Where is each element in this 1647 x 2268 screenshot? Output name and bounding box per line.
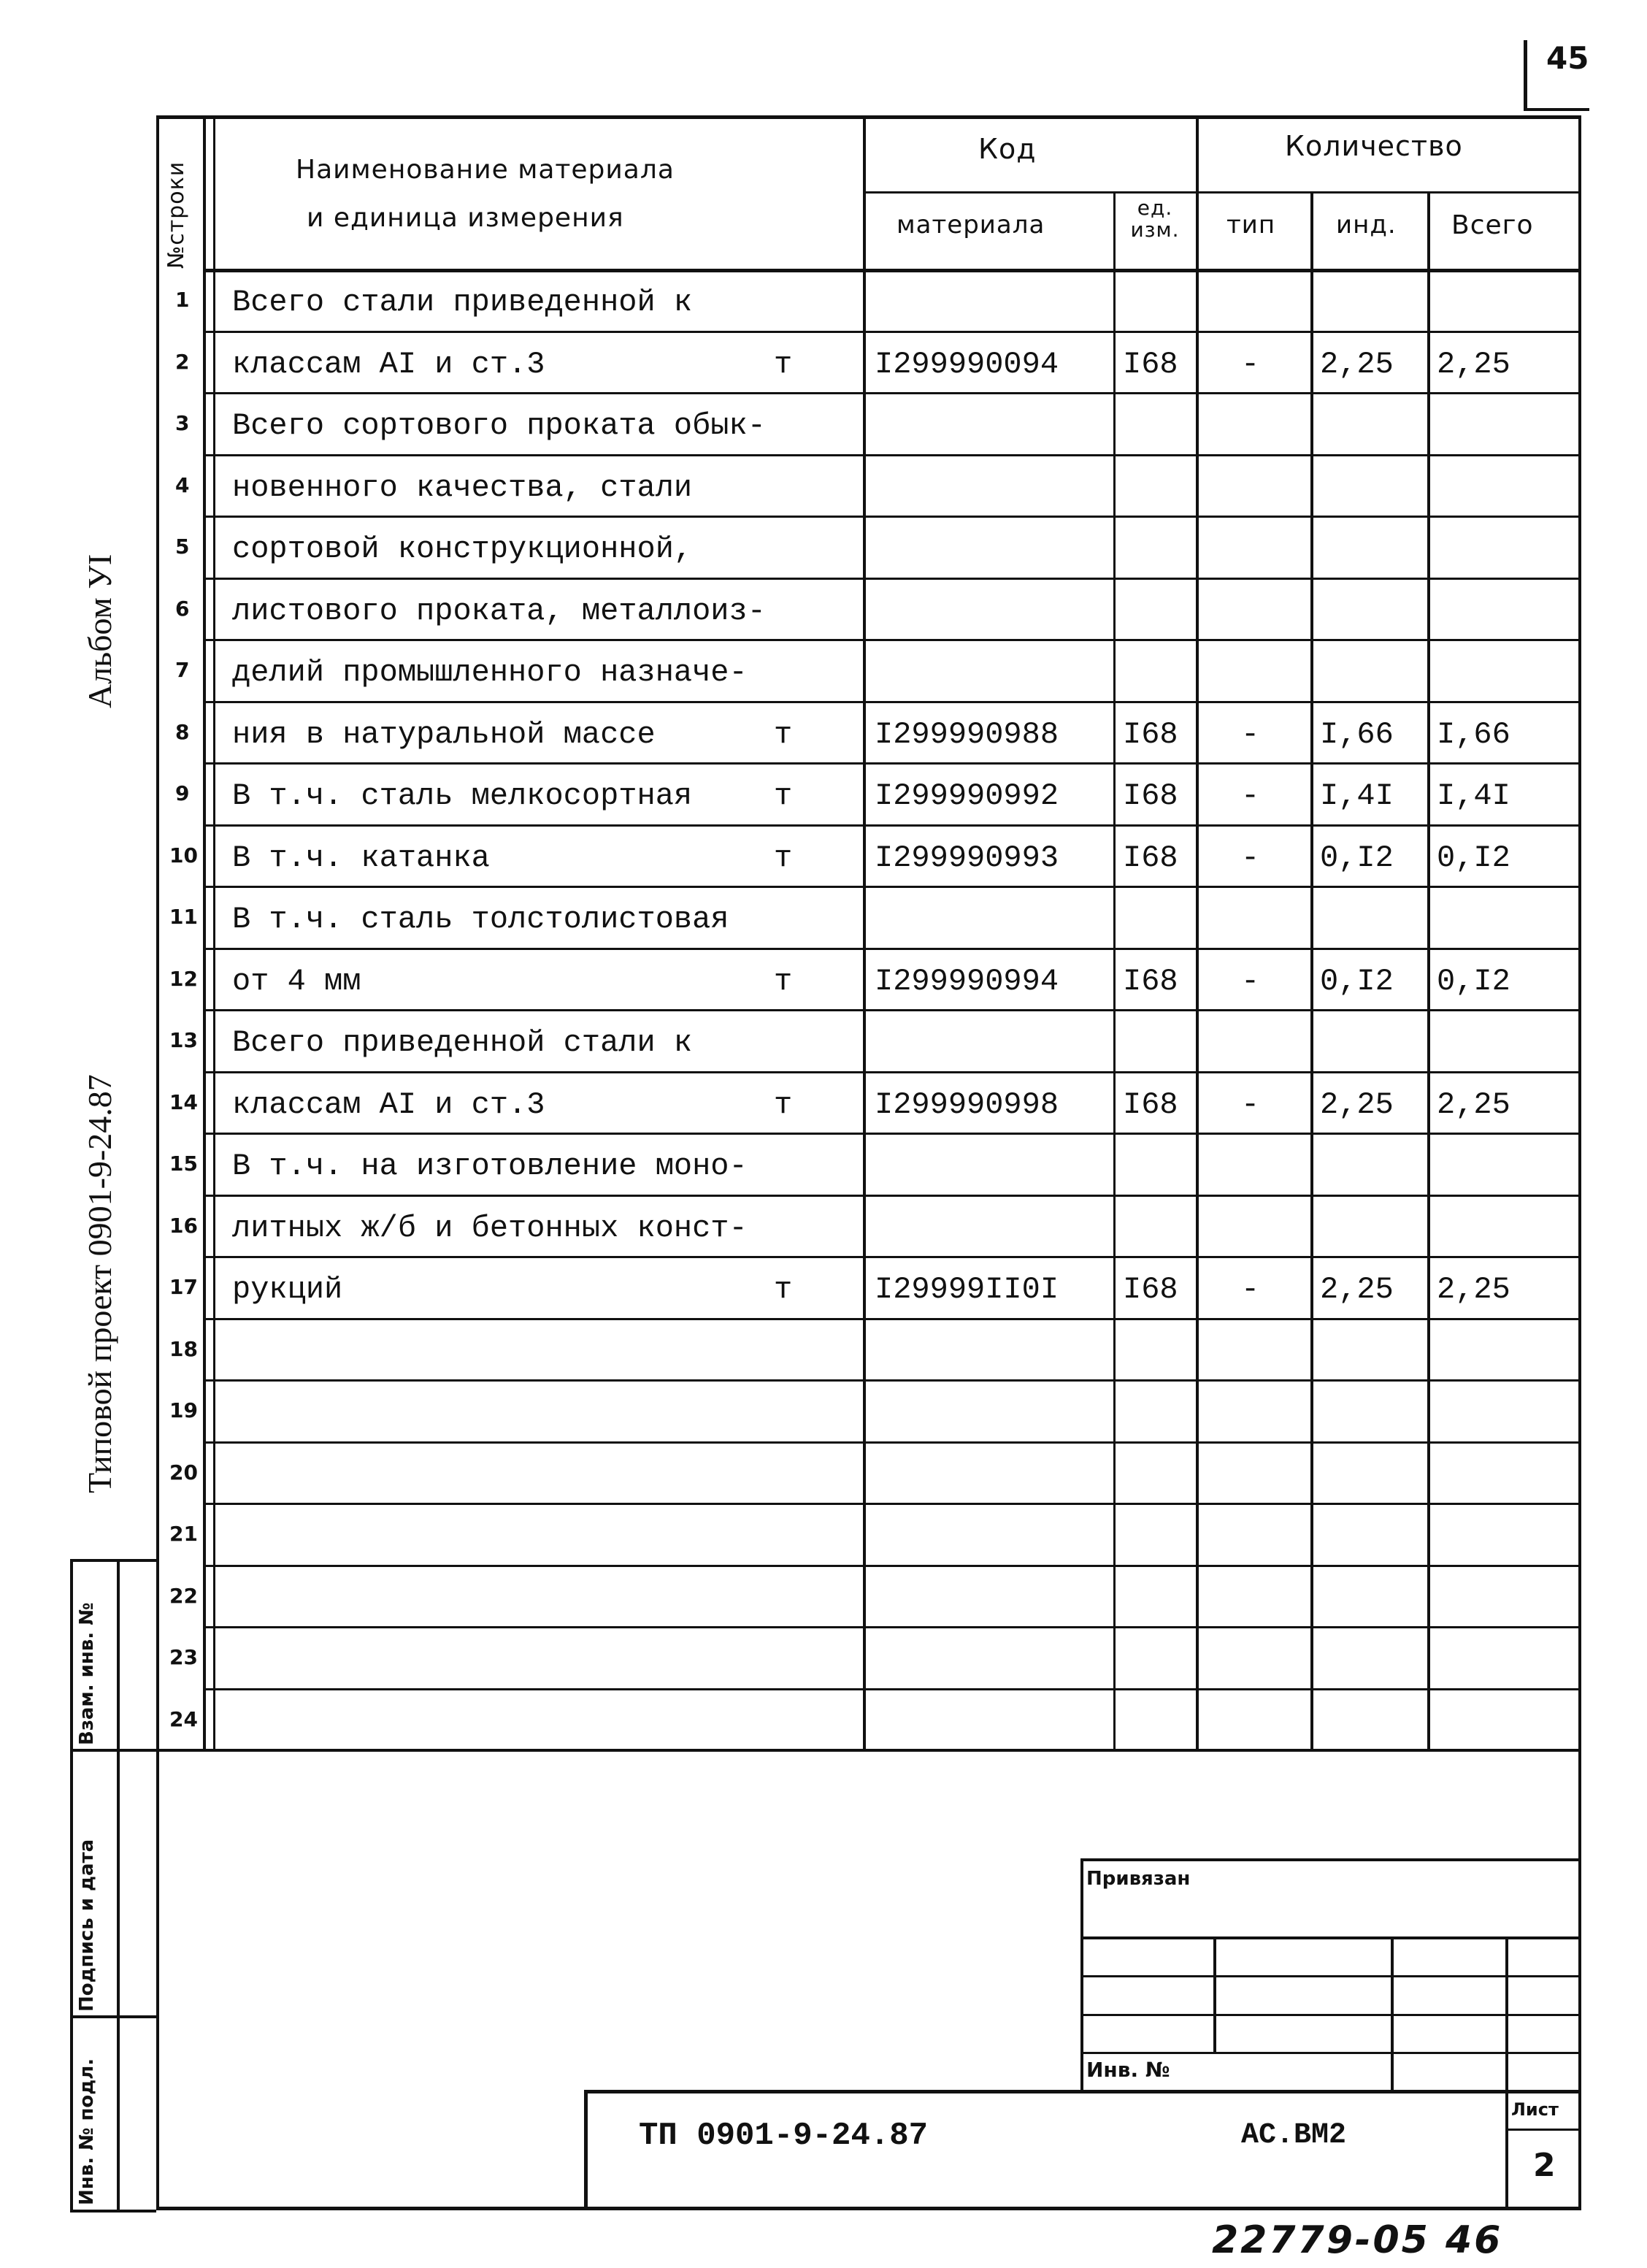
qty-total: I,4I: [1437, 778, 1510, 813]
row-number: 18: [169, 1336, 198, 1361]
material-code: I29999II0I: [875, 1272, 1059, 1307]
unit-code: I68: [1123, 963, 1178, 999]
row-number: 13: [169, 1028, 198, 1052]
row-number: 6: [175, 596, 190, 621]
material-name: Всего приведенной стали к: [232, 1025, 693, 1060]
code-material-header: материала: [897, 210, 1045, 240]
row-number: 3: [175, 411, 190, 435]
inv-podl-label: Инв. № подл.: [76, 2058, 98, 2205]
material-name: В т.ч. катанка: [232, 840, 490, 876]
qty-total: 0,I2: [1437, 840, 1510, 876]
row-number-header: №строки: [164, 161, 189, 269]
row-number: 23: [169, 1645, 198, 1669]
material-code: I299990994: [875, 963, 1059, 999]
qty-type: -: [1241, 1272, 1260, 1307]
unit-of-measure: т: [774, 346, 793, 382]
qty-total: 2,25: [1437, 1087, 1510, 1122]
material-name: Всего стали приведенной к: [232, 285, 693, 320]
qty-individual: I,66: [1320, 716, 1394, 752]
qty-type: -: [1241, 963, 1260, 999]
material-name: литных ж/б и бетонных конст-: [232, 1210, 748, 1246]
material-code: I299990992: [875, 778, 1059, 813]
inv-no-label: Инв. №: [1086, 2058, 1170, 2082]
vzam-inv-label: Взам. инв. №: [76, 1602, 98, 1745]
row-number: 9: [175, 781, 190, 805]
material-name: листового проката, металлоиз-: [232, 593, 766, 629]
row-number: 2: [175, 349, 190, 374]
unit-of-measure: т: [774, 840, 793, 876]
material-code: I299990998: [875, 1087, 1059, 1122]
privyazan-label: Привязан: [1086, 1868, 1191, 1890]
material-name: делий промышленного назначе-: [232, 655, 748, 690]
qty-individual: 0,I2: [1320, 963, 1394, 999]
code-header: Код: [978, 133, 1037, 165]
project-margin-label: Типовой проект 0901-9-24.87: [81, 1074, 118, 1493]
row-number: 24: [169, 1706, 198, 1731]
unit-code: I68: [1123, 1087, 1178, 1122]
unit-code: I68: [1123, 840, 1178, 876]
qty-total: 2,25: [1437, 346, 1510, 382]
unit-code: I68: [1123, 778, 1178, 813]
album-label: Альбом УI: [81, 553, 118, 708]
sheet-code: АС.ВМ2: [1241, 2119, 1347, 2152]
material-name: В т.ч. на изготовление моно-: [232, 1149, 748, 1184]
list-label: Лист: [1511, 2099, 1559, 2120]
qty-type: -: [1241, 716, 1260, 752]
row-number: 20: [169, 1460, 198, 1484]
unit-of-measure: т: [774, 1272, 793, 1307]
qty-individual: 2,25: [1320, 346, 1394, 382]
material-name: от 4 мм: [232, 963, 361, 999]
qty-individual: 2,25: [1320, 1087, 1394, 1122]
qty-type: -: [1241, 778, 1260, 813]
row-number: 5: [175, 535, 190, 559]
qty-individual: I,4I: [1320, 778, 1394, 813]
material-name: ния в натуральной массе: [232, 716, 656, 752]
material-name: рукций: [232, 1272, 343, 1307]
qty-total: I,66: [1437, 716, 1510, 752]
unit-of-measure: т: [774, 716, 793, 752]
unit-of-measure: т: [774, 778, 793, 813]
material-code: I299990094: [875, 346, 1059, 382]
row-number: 17: [169, 1275, 198, 1299]
qty-ind-header: инд.: [1336, 210, 1397, 240]
qty-type: -: [1241, 840, 1260, 876]
row-number: 1: [175, 288, 190, 312]
row-number: 12: [169, 966, 198, 991]
row-number: 14: [169, 1089, 198, 1114]
project-code: ТП 0901-9-24.87: [639, 2118, 929, 2154]
unit-code: I68: [1123, 1272, 1178, 1307]
list-number: 2: [1533, 2147, 1556, 2184]
row-number: 16: [169, 1213, 198, 1238]
inventory-handwritten: 22779-05 46: [1212, 2218, 1503, 2262]
row-number: 11: [169, 905, 198, 929]
page-number: 45: [1546, 40, 1589, 76]
unit-of-measure: т: [774, 963, 793, 999]
unit-code: I68: [1123, 346, 1178, 382]
qty-total: 0,I2: [1437, 963, 1510, 999]
quantity-header: Количество: [1285, 130, 1463, 162]
material-name: классам АI и ст.3: [232, 346, 545, 382]
material-name: Всего сортового проката обык-: [232, 408, 766, 443]
unit-code: I68: [1123, 716, 1178, 752]
name-header-line1: Наименование материала: [296, 155, 675, 185]
material-name: классам АI и ст.3: [232, 1087, 545, 1122]
material-name: В т.ч. сталь толстолистовая: [232, 902, 729, 937]
material-name: сортовой конструкционной,: [232, 532, 693, 567]
row-number: 21: [169, 1522, 198, 1546]
qty-total: 2,25: [1437, 1272, 1510, 1307]
unit-of-measure: т: [774, 1087, 793, 1122]
row-number: 19: [169, 1398, 198, 1422]
row-number: 4: [175, 472, 190, 497]
row-number: 8: [175, 719, 190, 744]
qty-individual: 0,I2: [1320, 840, 1394, 876]
qty-type: -: [1241, 346, 1260, 382]
row-number: 7: [175, 658, 190, 682]
qty-total-header: Всего: [1451, 210, 1534, 240]
material-name: новенного качества, стали: [232, 470, 693, 505]
row-number: 15: [169, 1152, 198, 1176]
row-number: 10: [169, 843, 198, 867]
material-name: В т.ч. сталь мелкосортная: [232, 778, 693, 813]
qty-individual: 2,25: [1320, 1272, 1394, 1307]
material-code: I299990988: [875, 716, 1059, 752]
code-unit-header: ед. изм.: [1130, 196, 1180, 242]
row-number: 22: [169, 1583, 198, 1608]
qty-type: -: [1241, 1087, 1260, 1122]
podpis-label: Подпись и дата: [76, 1839, 98, 2012]
material-code: I299990993: [875, 840, 1059, 876]
name-header-line2: и единица измерения: [307, 203, 624, 233]
qty-type-header: тип: [1226, 210, 1276, 240]
